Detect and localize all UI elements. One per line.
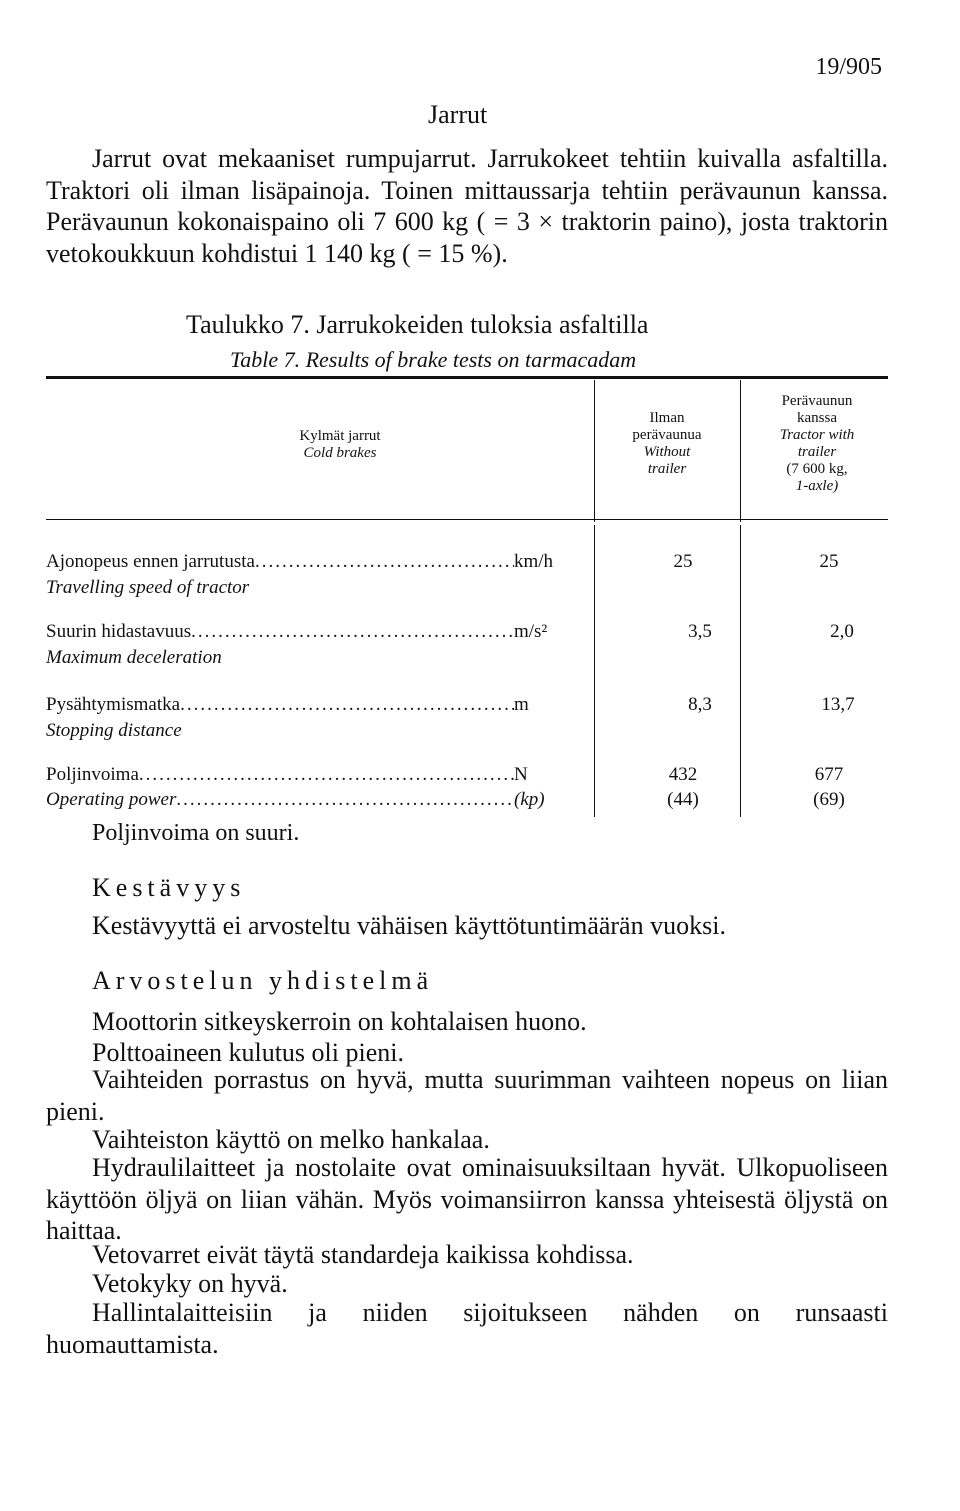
summary-item: Hallintalaitteisiin ja niiden sijoitukseen nähden on runsaasti huomauttamista. [46,1298,888,1359]
cell-value: 2,0 [830,621,854,642]
table-row-speed [46,551,566,573]
header-col2-line3: Tractor with [779,427,855,443]
summary-heading: Arvostelun yhdistelmä [92,966,434,995]
summary-item: Vetokyky on hyvä. [92,1269,288,1298]
table-top-rule [46,376,888,379]
table-col-divider-1 [594,380,595,522]
header-col1-line1: Ilman [649,410,685,426]
section-heading-brakes: Jarrut [428,100,488,129]
summary-item: Polttoaineen kulutus oli pieni. [92,1038,404,1067]
table-header-rule [46,519,888,520]
row-unit: m [514,694,529,715]
page-number: 19/905 [815,54,882,80]
header-col1-line2: perävaunua [632,427,702,443]
summary-item: Vaihteiden porrastus on hyvä, mutta suurimman vaihteen nopeus on liian pieni. [46,1065,888,1126]
header-col0-en: Cold brakes [303,445,377,461]
table-header-col0 [240,428,440,462]
brakes-intro-paragraph: Jarrut ovat mekaaniset rumpujarrut. Jarrukokeet tehtiin kuivalla asfaltilla. Traktori oli ilman lisäpainoja. Toinen mittaussarja tehtiin perävaunun kanssa. Perävaunun kokonaispaino oli 7 600 kg ( = 3 × traktorin paino), josta traktorin vetokoukkuun kohdistui 1 140 kg ( = 15 %). [46,144,888,268]
row-label-en: Operating power [46,789,177,810]
row-label-en: Travelling speed of tractor [46,577,250,598]
table-col-divider-2 [740,380,741,522]
cell-value: 25 [819,551,839,572]
durability-text: Kestävyyttä ei arvosteltu vähäisen käyttötuntimäärän vuoksi. [92,911,726,940]
cell-value: 13,7 [821,694,855,715]
cell-value: (69) [813,789,845,810]
row-label-fi: Pysähtymismatka [46,694,181,715]
header-col1-line4: trailer [647,461,687,477]
row-label-en: Stopping distance [46,720,182,741]
header-col2-line6: 1-axle) [795,478,839,494]
table-caption-fi: Taulukko 7. Jarrukokeiden tuloksia asfaltilla [186,310,649,339]
table-row-stopping-distance [46,694,566,716]
table-caption-en: Table 7. Results of brake tests on tarmacadam [230,347,637,372]
table-header-col1 [596,410,738,478]
cell-value: (44) [667,789,699,810]
row-unit: m/s² [514,621,548,642]
header-col0-fi: Kylmät jarrut [299,428,381,444]
header-col2-line2: kanssa [797,410,837,426]
row-label-fi: Ajonopeus ennen jarrutusta [46,551,255,572]
pedal-force-note: Poljinvoima on suuri. [92,820,300,846]
table-row-pedal-force [46,764,566,786]
summary-item: Vetovarret eivät täytä standardeja kaikissa kohdissa. [92,1240,634,1269]
cell-value: 432 [668,764,698,785]
table-body-divider-1 [594,525,595,817]
table-row-deceleration [46,621,566,643]
row-label-en: Maximum deceleration [46,647,222,668]
cell-value: 3,5 [688,621,712,642]
header-col2-line1: Perävaunun [781,393,853,409]
row-unit: km/h [514,551,554,572]
summary-item: Moottorin sitkeyskerroin on kohtalaisen huono. [92,1007,587,1036]
row-unit-en: (kp) [514,789,545,810]
header-col1-line3: Without [643,444,691,460]
header-col2-line4: trailer [797,444,837,460]
cell-value: 25 [673,551,693,572]
header-col2-line5: (7 600 kg, [786,461,848,477]
row-label-fi: Poljinvoima [46,764,139,785]
row-unit: N [514,764,528,785]
table-header-col2 [742,393,892,495]
durability-heading: Kestävyys [92,873,246,902]
cell-value: 8,3 [688,694,712,715]
cell-value: 677 [814,764,844,785]
row-label-fi: Suurin hidastavuus [46,621,192,642]
summary-item: Vaihteiston käyttö on melko hankalaa. [92,1125,490,1154]
summary-item: Hydraulilaitteet ja nostolaite ovat ominaisuuksiltaan hyvät. Ulkopuoliseen käyttöön öljyä on liian vähän. Myös voimansiirron kanssa yhteisestä öljystä on haittaa. [46,1153,888,1245]
